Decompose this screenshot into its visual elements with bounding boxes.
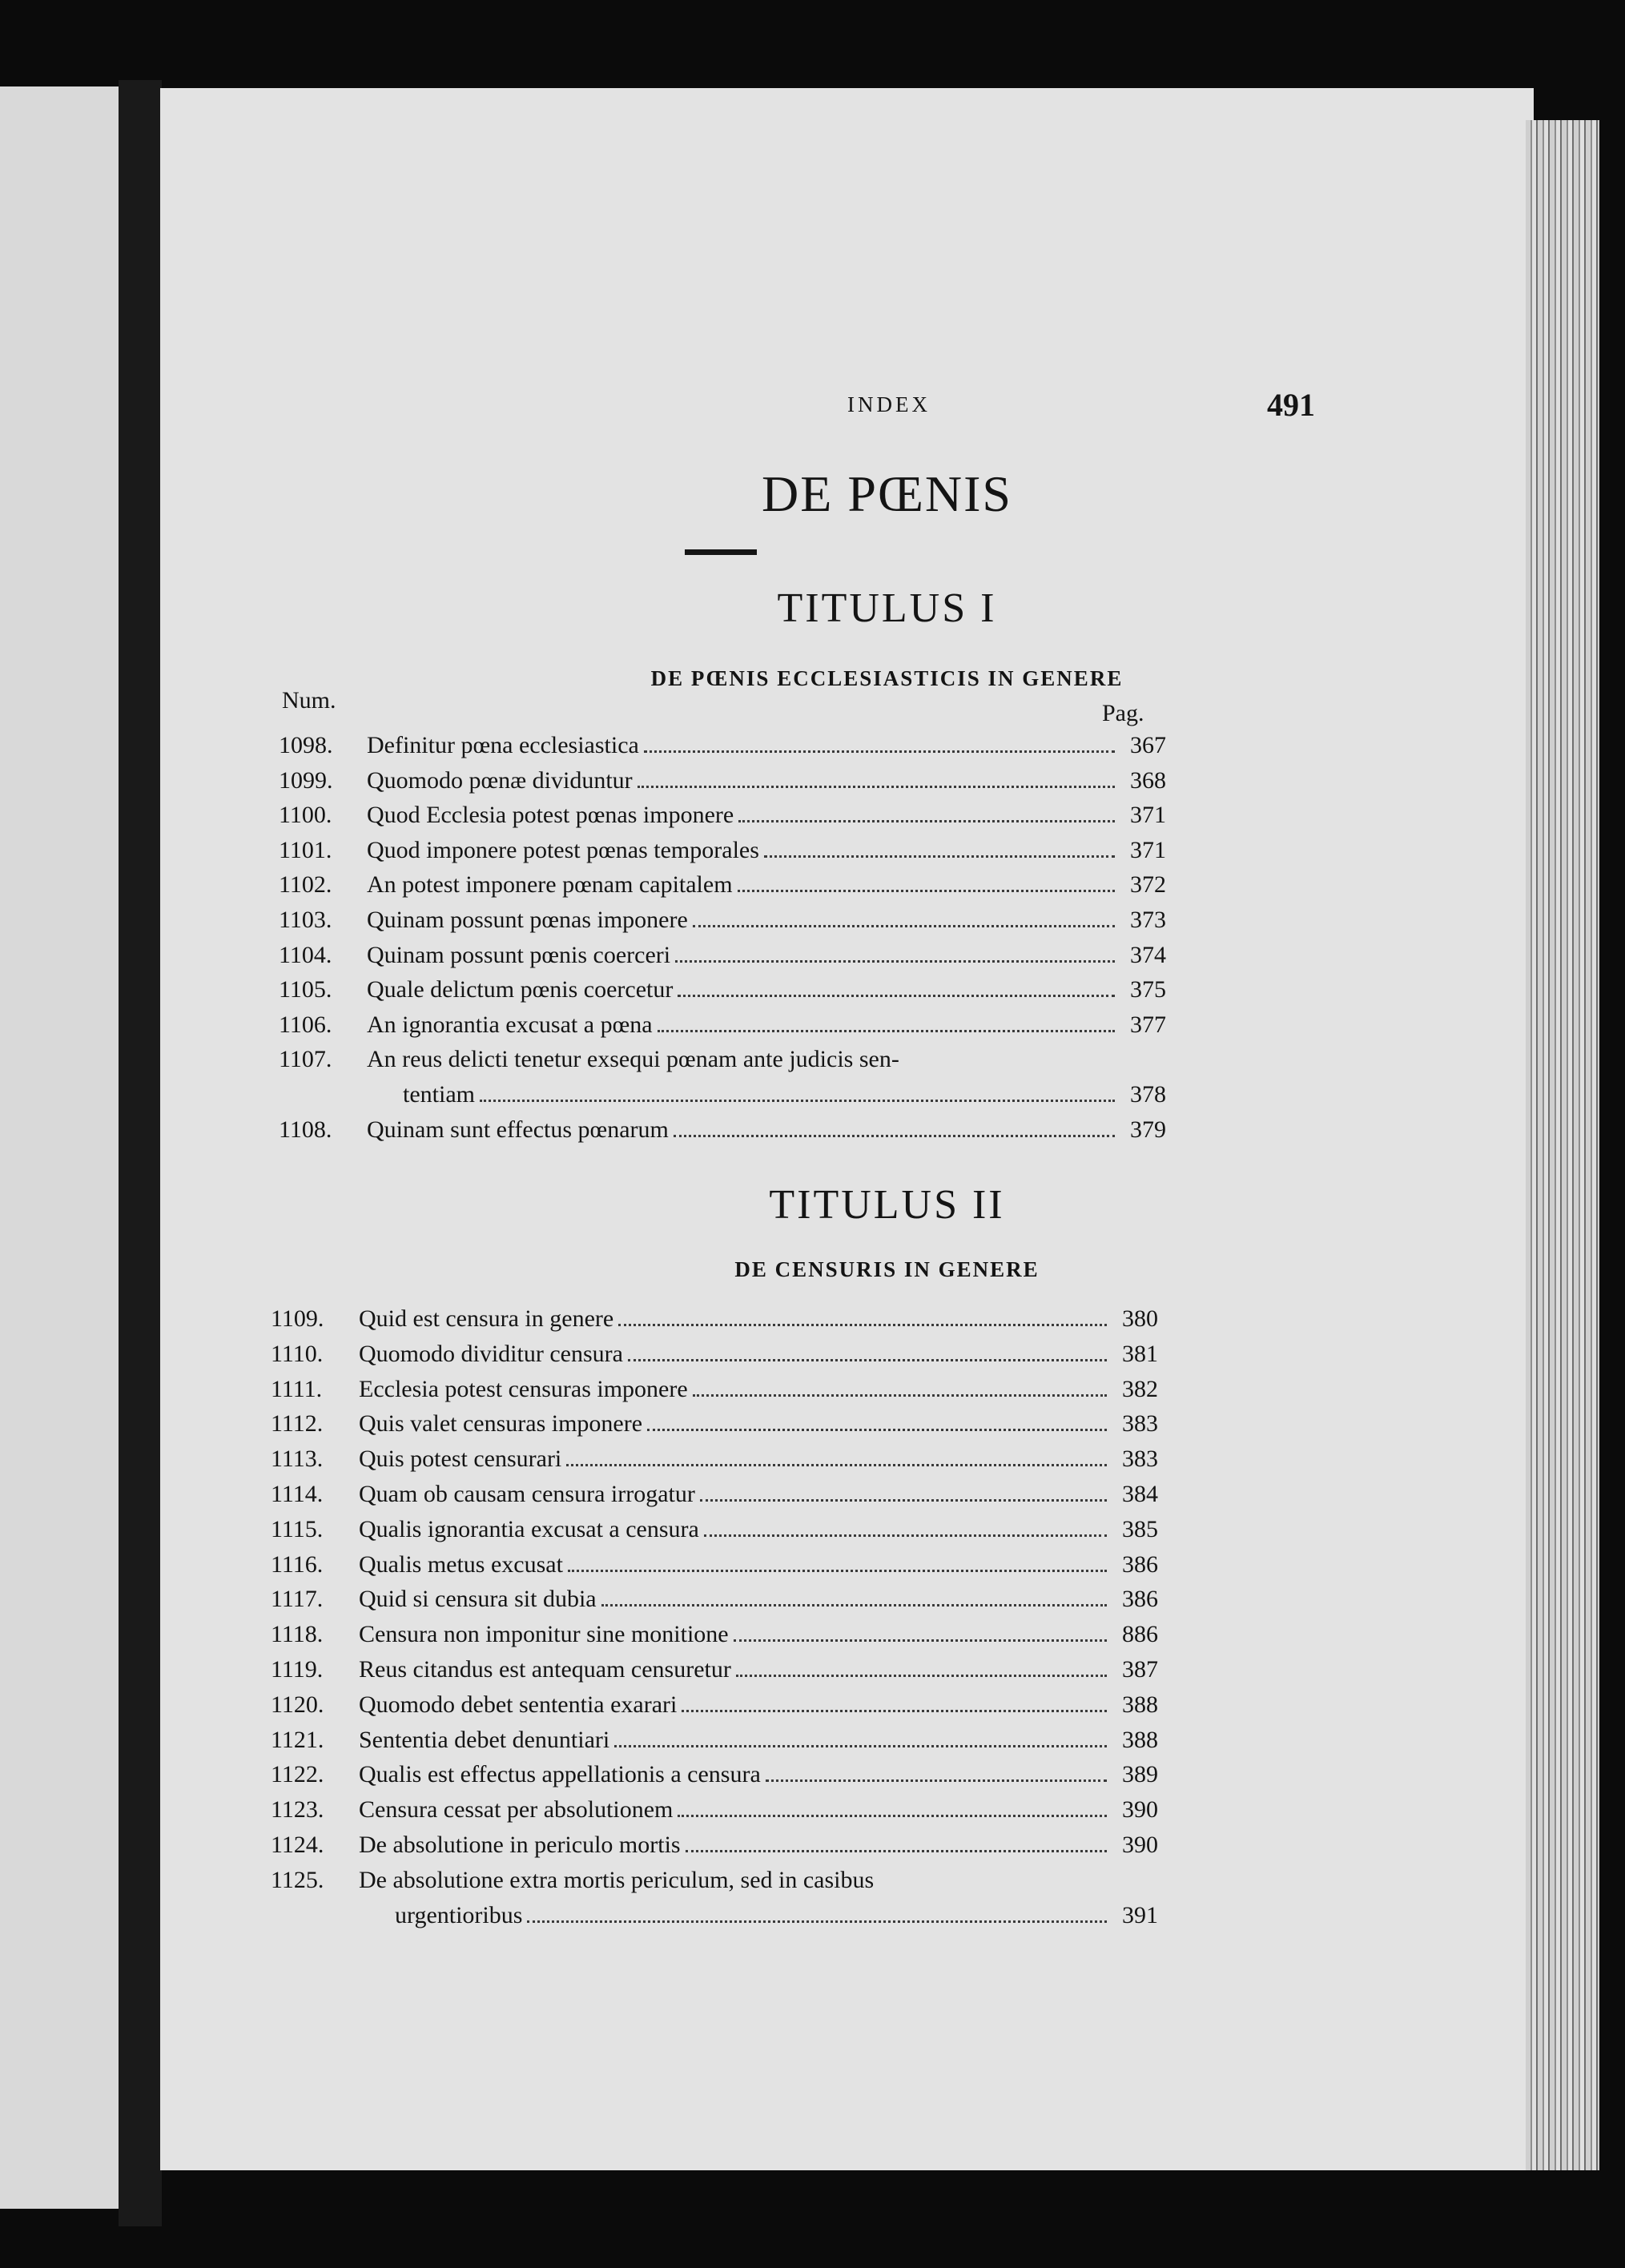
index-entry: [279, 871, 1166, 907]
index-entry: [279, 837, 1166, 872]
entry-title: Quam ob causam censura irrogatur: [359, 1481, 695, 1507]
index-entry: [279, 976, 1166, 1011]
entry-number: 1106.: [279, 1011, 332, 1038]
entry-page: 386: [1122, 1586, 1158, 1613]
entry-title: Quod Ecclesia potest pœnas imponere: [367, 802, 734, 829]
entry-title: Quinam possunt pœnis coerceri: [367, 941, 671, 968]
entry-page: 379: [1130, 1116, 1166, 1143]
entry-title: Qualis ignorantia excusat a censura: [359, 1515, 699, 1542]
entry-page: 390: [1122, 1796, 1158, 1824]
leader-dots: [686, 1832, 1107, 1852]
entry-number: 1101.: [279, 836, 332, 863]
pag-column-label: Pag.: [1102, 700, 1144, 726]
entry-title: Quale delictum pœnis coercetur: [367, 976, 674, 1003]
leader-dots: [628, 1341, 1107, 1361]
index-entry: [271, 1867, 1158, 1937]
index-entry: [271, 1656, 1158, 1691]
entry-page: 375: [1130, 976, 1166, 1003]
entry-number: 1120.: [271, 1691, 324, 1718]
entry-page: 372: [1130, 871, 1166, 899]
entry-page: 371: [1130, 802, 1166, 829]
index-entry: [271, 1516, 1158, 1551]
entry-page: 380: [1122, 1305, 1158, 1332]
index-entry: [271, 1586, 1158, 1621]
index-entry: [271, 1691, 1158, 1727]
index-entry: [271, 1621, 1158, 1656]
entry-number: 1107.: [279, 1046, 332, 1073]
leader-dots: [658, 1012, 1115, 1032]
leader-dots: [674, 1117, 1115, 1137]
leader-dots: [738, 802, 1115, 822]
leader-dots: [644, 733, 1115, 753]
index-entry: [279, 802, 1166, 837]
entry-number: 1125.: [271, 1866, 324, 1893]
leader-dots: [693, 1377, 1107, 1397]
entry-page: 386: [1122, 1550, 1158, 1578]
part-title: DE PŒNIS: [762, 465, 1012, 522]
entry-page: 371: [1130, 836, 1166, 863]
entry-number: 1119.: [271, 1656, 324, 1683]
leader-dots: [700, 1482, 1107, 1502]
index-entry: [271, 1341, 1158, 1376]
entry-title: Ecclesia potest censuras imponere: [359, 1375, 688, 1402]
leader-dots: [764, 838, 1115, 858]
entry-number: 1122.: [271, 1761, 324, 1788]
leader-dots: [678, 977, 1115, 997]
entry-page: 382: [1122, 1375, 1158, 1402]
entry-title-continuation: tentiam: [403, 1081, 475, 1108]
entry-page: 383: [1122, 1446, 1158, 1473]
entry-page: 387: [1122, 1656, 1158, 1683]
entry-number: 1116.: [271, 1550, 324, 1578]
section1-subtitle: DE PŒNIS ECCLESIASTICIS IN GENERE: [650, 666, 1124, 690]
leader-dots: [678, 1797, 1107, 1817]
index-entry: [271, 1376, 1158, 1411]
entry-page: 391: [1122, 1901, 1158, 1928]
leader-dots: [675, 943, 1115, 963]
page-stack-edges: [1526, 120, 1599, 2170]
entry-number: 1104.: [279, 941, 332, 968]
entry-title: Qualis est effectus appellationis a censura: [359, 1761, 761, 1788]
index-entry: [271, 1796, 1158, 1832]
entry-title: Quomodo debet sententia exarari: [359, 1691, 678, 1718]
entry-title: Quod imponere potest pœnas temporales: [367, 836, 759, 863]
entry-number: 1105.: [279, 976, 332, 1003]
entry-page: 383: [1122, 1410, 1158, 1438]
leader-dots: [647, 1411, 1107, 1431]
entry-number: 1109.: [271, 1305, 324, 1332]
leader-dots: [638, 768, 1115, 788]
index-entry: [279, 942, 1166, 977]
leader-dots: [738, 872, 1115, 892]
entry-page: 389: [1122, 1761, 1158, 1788]
index-entry: [271, 1410, 1158, 1446]
entry-title: Quinam possunt pœnas imponere: [367, 907, 688, 933]
entry-title: An reus delicti tenetur exsequi pœnam ante judicis sen-: [367, 1046, 899, 1073]
index-entry: [279, 1011, 1166, 1047]
section2-titulus: TITULUS II: [769, 1182, 1005, 1228]
leader-dots: [704, 1517, 1107, 1537]
index-entry: [271, 1761, 1158, 1796]
entry-number: 1115.: [271, 1515, 324, 1542]
leader-dots: [693, 907, 1115, 927]
title-rule: [685, 549, 757, 555]
entry-number: 1099.: [279, 766, 333, 794]
entry-title: Censura non imponitur sine monitione: [359, 1621, 729, 1648]
leader-dots: [614, 1727, 1107, 1747]
entry-title: Quinam sunt effectus pœnarum: [367, 1116, 669, 1143]
leader-dots: [566, 1446, 1107, 1466]
entry-page: 388: [1122, 1726, 1158, 1753]
page-number: 491: [1267, 387, 1315, 423]
running-title: INDEX: [847, 392, 931, 416]
entry-number: 1117.: [271, 1586, 324, 1613]
entry-number: 1102.: [279, 871, 332, 899]
entry-page: 886: [1122, 1621, 1158, 1648]
index-entry: [271, 1305, 1158, 1341]
entry-number: 1100.: [279, 802, 332, 829]
entry-title: An potest imponere pœnam capitalem: [367, 871, 733, 899]
entry-page: 385: [1122, 1515, 1158, 1542]
entry-title: De absolutione in periculo mortis: [359, 1832, 681, 1858]
entry-page: 367: [1130, 732, 1166, 758]
entry-title-continuation: urgentioribus: [395, 1901, 523, 1928]
index-entry: [279, 907, 1166, 942]
entry-title: Quis valet censuras imponere: [359, 1410, 643, 1438]
section2-subtitle: DE CENSURIS IN GENERE: [734, 1257, 1040, 1281]
entry-page: 378: [1130, 1081, 1166, 1108]
leader-dots: [527, 1903, 1107, 1923]
entry-page: 390: [1122, 1832, 1158, 1858]
leader-dots: [601, 1586, 1107, 1606]
entry-title: Definitur pœna ecclesiastica: [367, 732, 639, 758]
index-entry: [271, 1446, 1158, 1481]
entry-page: 374: [1130, 941, 1166, 968]
entry-number: 1108.: [279, 1116, 332, 1143]
facing-page-edge: [0, 86, 119, 2209]
leader-dots: [480, 1082, 1115, 1102]
entry-number: 1113.: [271, 1446, 324, 1473]
index-entry: [279, 767, 1166, 802]
entry-number: 1112.: [271, 1410, 324, 1438]
entry-number: 1103.: [279, 907, 332, 933]
entry-number: 1114.: [271, 1481, 324, 1507]
entry-title: Quid est censura in genere: [359, 1305, 614, 1332]
entry-title: Censura cessat per absolutionem: [359, 1796, 674, 1824]
index-entry: [271, 1832, 1158, 1867]
entry-page: 368: [1130, 766, 1166, 794]
entry-page: 388: [1122, 1691, 1158, 1718]
leader-dots: [568, 1552, 1107, 1572]
book-spine-shadow: [119, 80, 162, 2226]
num-column-label: Num.: [282, 687, 336, 714]
running-head: [160, 387, 1534, 424]
entry-number: 1124.: [271, 1832, 324, 1858]
entry-number: 1118.: [271, 1621, 324, 1648]
entry-title: Reus citandus est antequam censuretur: [359, 1656, 731, 1683]
index-entry: [271, 1551, 1158, 1586]
entry-number: 1098.: [279, 732, 333, 758]
section1-titulus: TITULUS I: [777, 585, 997, 631]
entry-title: An ignorantia excusat a pœna: [367, 1011, 653, 1038]
entry-title: Quid si censura sit dubia: [359, 1586, 597, 1613]
entry-number: 1111.: [271, 1375, 323, 1402]
index-entry: [279, 1116, 1166, 1152]
entry-title: Quis potest censurari: [359, 1446, 562, 1473]
entry-number: 1110.: [271, 1340, 324, 1367]
leader-dots: [734, 1622, 1107, 1642]
entry-page: 381: [1122, 1340, 1158, 1367]
leader-dots: [682, 1692, 1107, 1712]
entry-number: 1123.: [271, 1796, 324, 1824]
entry-title: De absolutione extra mortis periculum, sed in casibus: [359, 1866, 875, 1893]
leader-dots: [618, 1306, 1107, 1326]
entry-title: Sententia debet denuntiari: [359, 1726, 610, 1753]
leader-dots: [736, 1657, 1107, 1677]
index-entry: [279, 1046, 1166, 1116]
entry-title: Quomodo pœnæ dividuntur: [367, 766, 633, 794]
entry-page: 377: [1130, 1011, 1166, 1038]
entry-page: 384: [1122, 1481, 1158, 1507]
entry-title: Qualis metus excusat: [359, 1550, 563, 1578]
entry-number: 1121.: [271, 1726, 324, 1753]
index-entry: [271, 1481, 1158, 1516]
entry-title: Quomodo dividitur censura: [359, 1340, 623, 1367]
index-entry: [279, 732, 1166, 767]
index-entry: [271, 1727, 1158, 1762]
leader-dots: [766, 1762, 1107, 1782]
entry-page: 373: [1130, 907, 1166, 933]
